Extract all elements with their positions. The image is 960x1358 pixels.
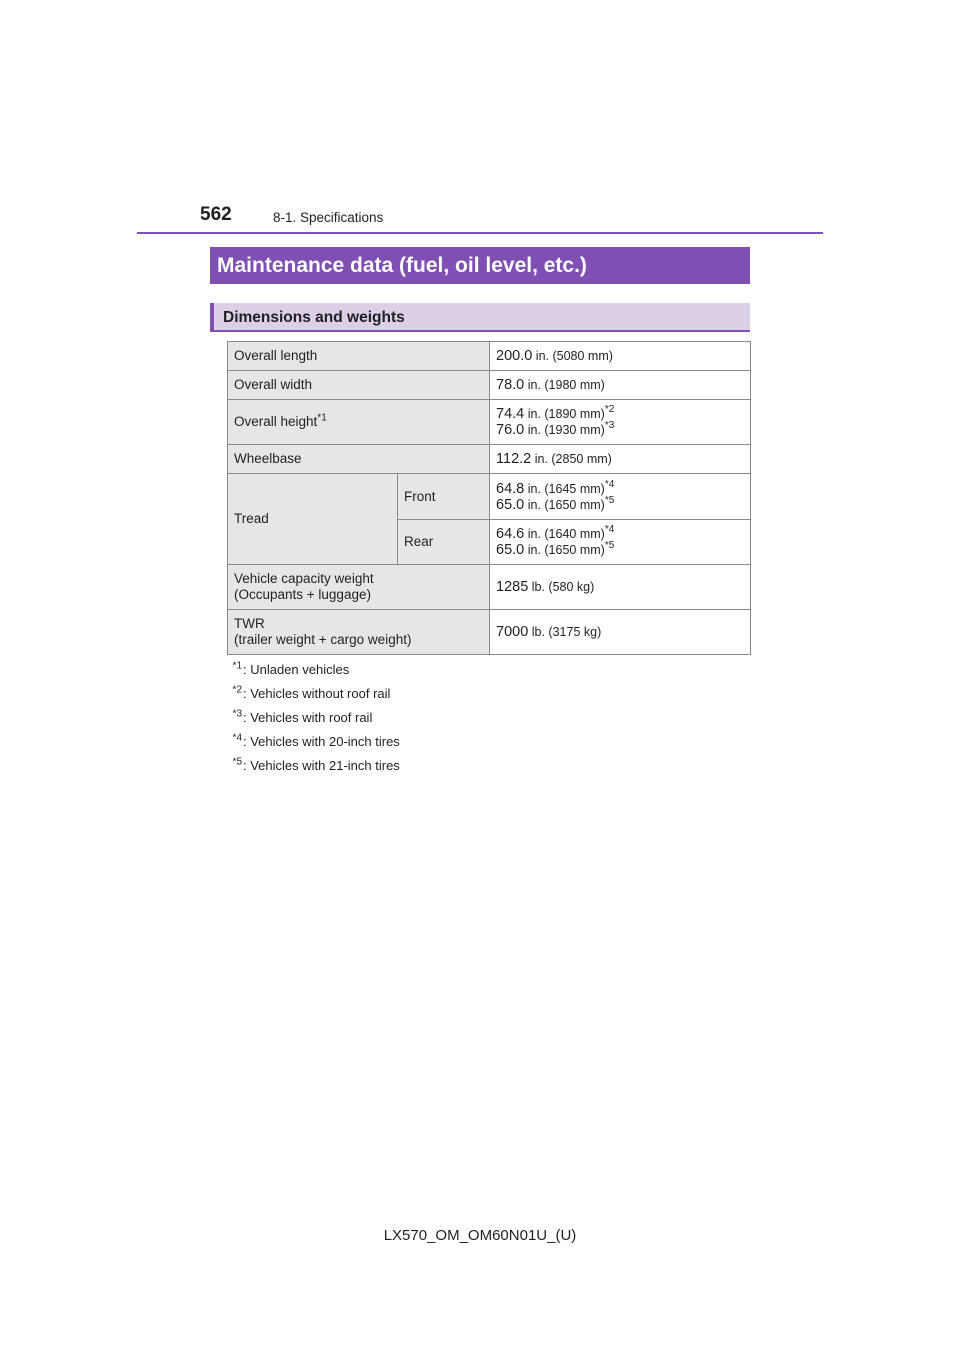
section-label: 8-1. Specifications bbox=[273, 210, 384, 225]
table-row bbox=[228, 565, 751, 610]
tread-rear-value: 64.6 in. (1640 mm)$^{*4}$ 65.0 in. (1650 mm)$^{*5}$ bbox=[490, 520, 751, 565]
page-number: 562 bbox=[200, 204, 232, 225]
specs-table bbox=[227, 341, 751, 655]
overall-length-label: Overall length bbox=[228, 342, 490, 371]
overall-height-label: Overall height$^{*1}$ bbox=[228, 400, 490, 445]
wheelbase-label: Wheelbase bbox=[228, 445, 490, 474]
tread-front-label: Front bbox=[398, 474, 490, 520]
table-row bbox=[228, 371, 751, 400]
footnote: $^{*2}$ : Vehicles without roof rail bbox=[232, 684, 391, 701]
subsection-title: Dimensions and weights bbox=[210, 303, 750, 332]
twr-label: TWR (trailer weight + cargo weight) bbox=[228, 610, 490, 655]
vehicle-capacity-value: 1285 lb. (580 kg) bbox=[490, 565, 751, 610]
header-rule bbox=[137, 232, 823, 234]
footnote-marker: *1 bbox=[317, 412, 327, 424]
table-row bbox=[228, 342, 751, 371]
footnote: $^{*3}$ : Vehicles with roof rail bbox=[232, 708, 373, 725]
footnotes bbox=[214, 658, 400, 778]
overall-width-label: Overall width bbox=[228, 371, 490, 400]
table-row bbox=[228, 400, 751, 445]
footnote: $^{*4}$ : Vehicles with 20-inch tires bbox=[232, 732, 400, 749]
tread-label: Tread bbox=[228, 474, 398, 565]
tread-rear-label: Rear bbox=[398, 520, 490, 565]
twr-value: 7000 lb. (3175 kg) bbox=[490, 610, 751, 655]
page-title: Maintenance data (fuel, oil level, etc.) bbox=[210, 247, 750, 284]
table-row bbox=[228, 474, 751, 520]
footnote: $^{*5}$ : Vehicles with 21-inch tires bbox=[232, 756, 400, 773]
wheelbase-value: 112.2 in. (2850 mm) bbox=[490, 445, 751, 474]
overall-width-value: 78.0 in. (1980 mm) bbox=[490, 371, 751, 400]
overall-height-value: 74.4 in. (1890 mm)$^{*2}$ 76.0 in. (1930 mm)$^{*3}$ bbox=[490, 400, 751, 445]
footnote: $^{*1}$ : Unladen vehicles bbox=[232, 660, 350, 677]
document-code: LX570_OM_OM60N01U_(U) bbox=[383, 1227, 577, 1244]
tread-front-value: 64.8 in. (1645 mm)$^{*4}$ 65.0 in. (1650 mm)$^{*5}$ bbox=[490, 474, 751, 520]
table-row bbox=[228, 610, 751, 655]
table-row bbox=[228, 445, 751, 474]
overall-length-value: 200.0 in. (5080 mm) bbox=[490, 342, 751, 371]
vehicle-capacity-label: Vehicle capacity weight (Occupants + luggage) bbox=[228, 565, 490, 610]
